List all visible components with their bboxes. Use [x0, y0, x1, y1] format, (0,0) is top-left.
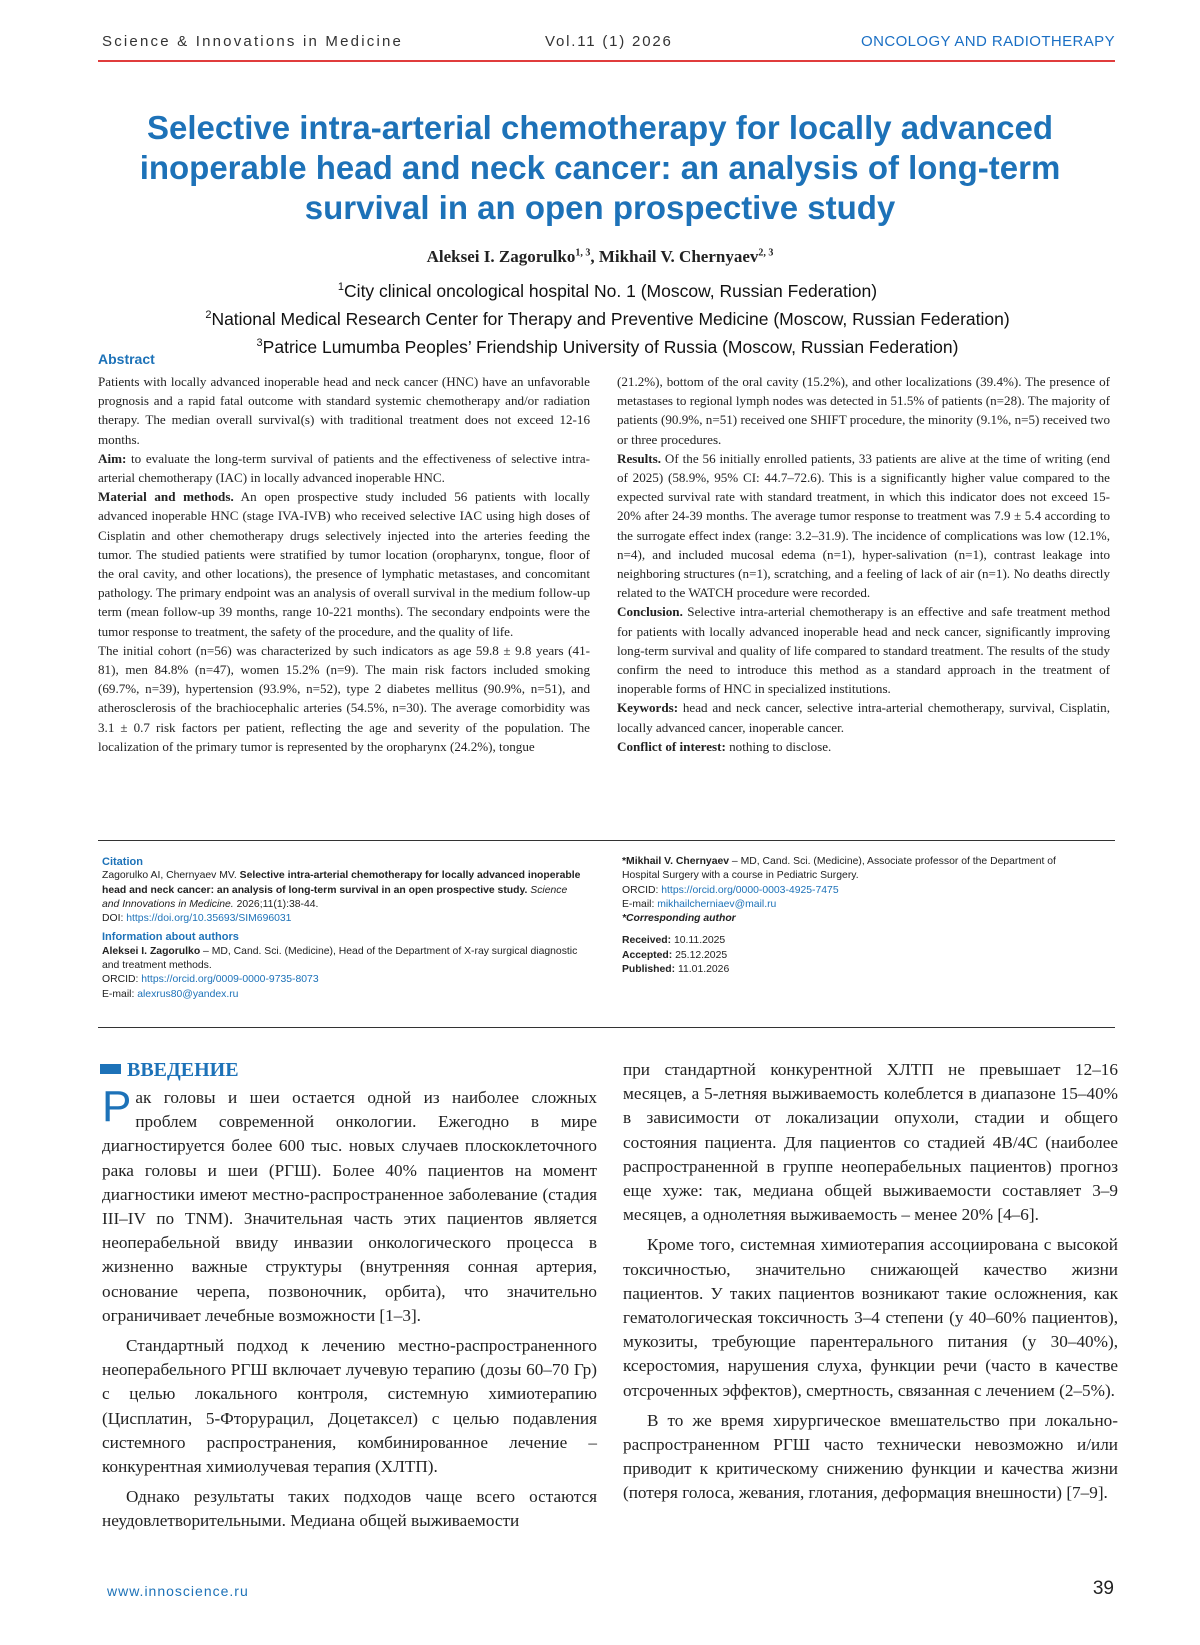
- body-paragraph: при стандартной конкурентной ХЛТП не превышает 12–16 месяцев, а 5-летняя выживаемость колеблется в диапазоне 15–40% в зависимости от локализации опухоли, стадии и общего состояния пациента. Для пациентов со стадией 4В/4С (наиболее распространенной в группе неоперабельных пациентов) прогноз еще хуже: так, медиана общей выживаемости составляет 3–9 месяцев, а однолетняя выживаемость – менее 20% [4–6].: [623, 1060, 1118, 1225]
- citation-doi: DOI: https://doi.org/10.35693/SIM696031: [102, 913, 292, 925]
- article-title: Selective intra-arterial chemotherapy for locally advanced inoperable head and neck cancer: an analysis of long-term survival in an open prospective study: [139, 109, 1061, 226]
- affiliations: [100, 275, 1115, 358]
- accepted-date: Accepted: 25.12.2025: [622, 949, 728, 961]
- body-column-left: [102, 1082, 597, 1534]
- author1-info: Aleksei I. Zagorulko – MD, Cand. Sci. (Medicine), Head of the Department of X-ray surgical diagnostic and treatment methods.: [102, 945, 578, 972]
- received-date: Received: 10.11.2025: [622, 935, 726, 947]
- info-divider-bottom: [98, 1027, 1115, 1028]
- affiliation: $^2$National Medical Research Center for Therapy and Preventive Medicine (Moscow, Russian Federation): [205, 308, 1010, 329]
- published-date: Published: 11.01.2026: [622, 964, 730, 976]
- abstract-conclusion: Conclusion. Selective intra-arterial chemotherapy is an effective and safe treatment method for patients with locally advanced inoperable head and neck cancer, significantly improving long-term survival and quality of life compared to standard treatment. The results of the study confirm the need to introduce this method as a standard approach in the treatment of inoperable forms of HNC in specialized institutions.: [617, 604, 1110, 697]
- author1-orcid: ORCID: https://orcid.org/0009-0000-9735-8073: [102, 974, 319, 986]
- author2-orcid: ORCID: https://orcid.org/0000-0003-4925-7475: [622, 884, 839, 896]
- body-paragraph: Однако результаты таких подходов чаще всего остаются неудовлетворительными. Медиана общей выживаемости: [102, 1487, 597, 1531]
- corresponding-block: [622, 855, 1092, 977]
- affiliation: $^3$Patrice Lumumba Peoples’ Friendship University of Russia (Moscow, Russian Federation): [256, 336, 959, 357]
- abstract-aim: Aim: to evaluate the long-term survival of patients and the effectiveness of selective intra-arterial chemotherapy (IAC) in locally advanced inoperable HNC.: [98, 450, 590, 486]
- body-paragraph: В то же время хирургическое вмешательство при локально-распространенном РГШ часто технически невозможно и/или приводит к критическому снижению функции и качества жизни (потеря голоса, жевания, глотания, деформация внешности) [7–9].: [623, 1410, 1118, 1503]
- abstract-column-right: [617, 372, 1110, 756]
- citation-block: [102, 855, 582, 1002]
- author1-email: E-mail: alexrus80@yandex.ru: [102, 988, 239, 1000]
- abstract-column-left: [98, 372, 590, 756]
- author-name: Mikhail V. Chernyaev: [598, 247, 759, 266]
- abstract-cohort: The initial cohort (n=56) was characterized by such indicators as age 59.8 ± 9.8 years (41-81), men 84.8% (n=47), women 15.2% (n=9). The main risk factors included smoking (69.7%, n=39), hypertension (93.9%, n=52), type 2 diabetes mellitus (90.9%, n=51), and atherosclerosis of the brachiocephalic arteries (54.5%, n=30). The average comorbidity was 3.1 ± 0.7 risk factors per patient, reflecting the age and severity of the population. The localization of the primary tumor is represented by the oropharynx (24.2%), tongue: [98, 642, 590, 754]
- citation-text: Zagorulko AI, Chernyaev MV. Selective intra-arterial chemotherapy for locally advanced inoperable head and neck cancer: an analysis of long-term survival in an open prospective study. Science and Innovations in Medicine. 2026;11(1):38-44.: [102, 870, 581, 910]
- author1-email-link[interactable]: alexrus80@yandex.ru: [137, 988, 239, 1000]
- author-affil-sup: 1, 3: [575, 247, 591, 259]
- abstract-methods: Material and methods. An open prospective study included 56 patients with locally advanced inoperable HNC (stage IVA-IVB) who received selective IAC using high doses of Cisplatin and other chemotherapy drugs selectively injected into the arteries feeding the tumor. The studied patients were stratified by tumor location (oropharynx, tongue, floor of the oral cavity, and other locations), the presence of lymphatic metastases, and concomitant pathology. The primary endpoint was an analysis of overall survival in the medium follow-up term (mean follow-up 39 months, range 10-221 months). The secondary endpoints were the tumor response to treatment, the safety of the procedure, and the quality of life.: [98, 489, 590, 639]
- body-paragraph: Кроме того, системная химиотерапия ассоциирована с высокой токсичностью, значительно снижающей качество жизни пациентов. У таких пациентов возникают такие осложнения, как гематологическая токсичность 3–4 степени (у 40–60% пациентов), мукозиты, требующие парентерального питания (у 30–40%), ксеростомия, нарушения слуха, функции речи (часто в качестве отсроченных эффектов), смертность, связанная с лечением (2–5%).: [623, 1235, 1118, 1400]
- abstract-conflict: Conflict of interest: nothing to disclose.: [617, 738, 832, 754]
- author1-orcid-link[interactable]: https://orcid.org/0009-0000-9735-8073: [141, 974, 319, 986]
- corresponding-note: *Corresponding author: [622, 913, 736, 925]
- author2-orcid-link[interactable]: https://orcid.org/0000-0003-4925-7475: [661, 884, 839, 896]
- section-label: ONCOLOGY AND RADIOTHERAPY: [861, 33, 1115, 50]
- authors-info-label: Information about authors: [102, 931, 239, 944]
- abstract-keywords: Keywords: head and neck cancer, selective intra-arterial chemotherapy, survival, Cisplatin, locally advanced cancer, inoperable cancer.: [617, 700, 1110, 735]
- author-list: Aleksei I. Zagorulko$^{1, 3}$, Mikhail V. Chernyaev$^{2, 3}$: [426, 247, 774, 266]
- journal-website[interactable]: www.innoscience.ru: [107, 1583, 249, 1599]
- running-head: [102, 33, 1115, 55]
- citation-label: Citation: [102, 856, 143, 868]
- drop-cap: Р: [102, 1082, 132, 1131]
- section-heading: ВВЕДЕНИЕ: [100, 1059, 239, 1082]
- info-divider-top: [98, 840, 1115, 841]
- doi-link[interactable]: https://doi.org/10.35693/SIM696031: [126, 913, 292, 925]
- body-paragraph: Рак головы и шеи остается одной из наиболее сложных проблем современной онкологии. Ежегодно в мире диагностируется более 600 тыс. новых случаев плоскоклеточного рака головы и шеи (РГШ). Более 40% пациентов на момент диагностики имеют местно-распространенное заболевание (стадия III–IV по TNM). Значительная часть этих пациентов является неоперабельной ввиду инвазии онкологического процесса в жизненно важные структуры (внутренняя сонная артерия, основание черепа, позвоночник, орбита), что значительно ограничивает лечебные возможности [1–3].: [102, 1082, 597, 1325]
- header-divider: [98, 60, 1115, 62]
- author-affil-sup: 2, 3: [758, 247, 774, 259]
- author2-info: *Mikhail V. Chernyaev – MD, Cand. Sci. (Medicine), Associate professor of the Department of Hospital Surgery with a course in Pediatric Surgery.: [622, 856, 1056, 882]
- affiliation: $^1$City clinical oncological hospital No. 1 (Moscow, Russian Federation): [337, 280, 878, 301]
- author2-email: E-mail: mikhailcherniaev@mail.ru: [622, 898, 777, 910]
- author-name: Aleksei I. Zagorulko: [426, 247, 576, 266]
- page-number: 39: [1092, 1578, 1114, 1599]
- journal-name: Science & Innovations in Medicine: [102, 33, 404, 50]
- body-column-right: [623, 1058, 1118, 1506]
- volume-issue: Vol.11 (1) 2026: [545, 33, 673, 50]
- abstract-cohort-continued: (21.2%), bottom of the oral cavity (15.2%), and other localizations (39.4%). The presence of metastases to regional lymph nodes was detected in 51.5% of patients (n=28). The majority of patients (90.9%, n=51) received one SHIFT procedure, the minority (9.1%, n=5) received two or three procedures.: [617, 374, 1110, 447]
- abstract-results: Results. Of the 56 initially enrolled patients, 33 patients are alive at the time of writing (end of 2025) (58.9%, 95% CI: 44.7–72.6). This is a significantly higher value compared to the expected survival rate with standard treatment, in which this indicator does not exceed 15-20% after 24-39 months. The average tumor response to treatment was 7.9 ± 5.4 according to the surrogate effect index (range: 3.2–31.9). The incidence of complications was low (12.1%, n=4), and included mucosal edema (n=1), hyper-salivation (n=1), contrast leakage into neighboring structures (n=1), scratching, and a feeling of lack of air (n=1). No deaths directly related to the WATCH procedure were recorded.: [617, 450, 1110, 601]
- abstract-intro: Patients with locally advanced inoperable head and neck cancer (HNC) have an unfavorable prognosis and a rapid fatal outcome with standard systemic chemotherapy and/or radiation therapy. The median overall survival(s) with traditional treatment does not exceed 12-16 months.: [98, 374, 590, 447]
- author2-email-link[interactable]: mikhailcherniaev@mail.ru: [657, 898, 777, 910]
- section-marker: [100, 1064, 121, 1074]
- abstract-heading: Abstract: [98, 351, 155, 367]
- body-paragraph: Стандартный подход к лечению местно-распространенного неоперабельного РГШ включает лучевую терапию (дозы 60–70 Гр) с целью локального контроля, системную химиотерапию (Цисплатин, 5-Фторурацил, Доцетаксел) с целью подавления системного распространения, комбинированное лечение – конкурентная химиолучевая терапия (ХЛТП).: [102, 1336, 597, 1477]
